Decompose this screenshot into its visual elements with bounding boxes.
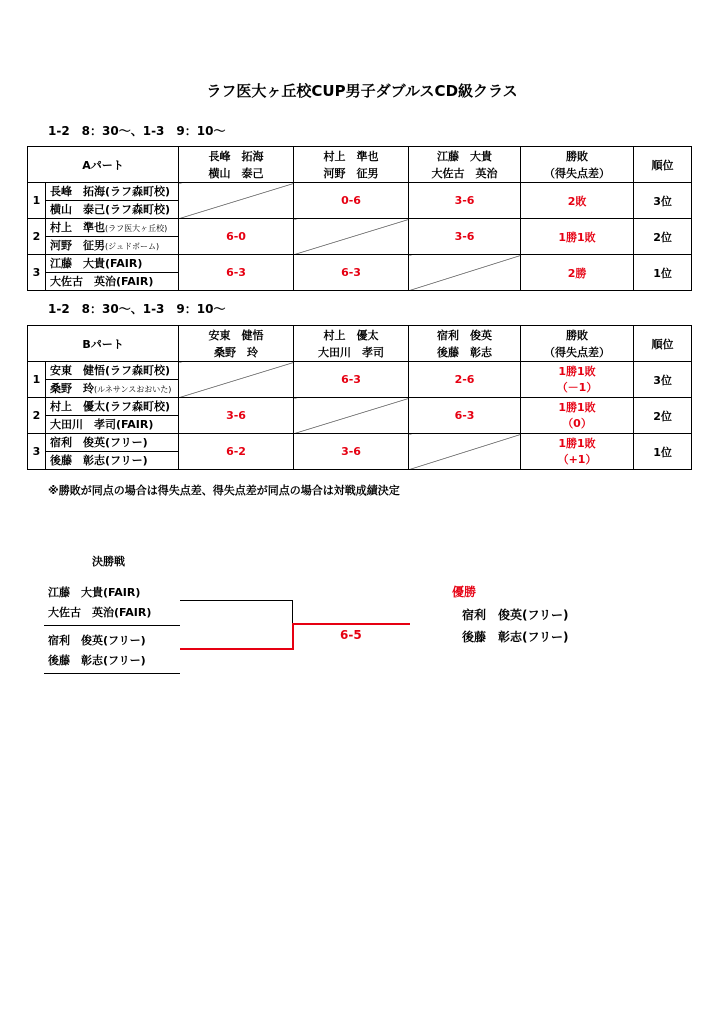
opponent-header: 宿利 俊英 後藤 彰志 bbox=[409, 326, 521, 362]
rank-header: 順位 bbox=[634, 326, 692, 362]
part-b-time: 1-2 8：30～、1-3 9：10～ bbox=[48, 302, 226, 316]
rank-cell: 2位 bbox=[634, 398, 692, 434]
final-label: 決勝戦 bbox=[92, 555, 125, 568]
win-loss-cell: 1勝1敗 （+1） bbox=[521, 434, 634, 470]
score-cell: 6-2 bbox=[179, 434, 294, 470]
page-title: ラフ医大ヶ丘校CUP男子ダブルスCD級クラス bbox=[206, 82, 518, 100]
self-cell bbox=[409, 434, 521, 470]
final-score: 6-5 bbox=[340, 628, 362, 642]
opponent-header: 村上 準也 河野 征男 bbox=[294, 147, 409, 183]
winner-label: 優勝 bbox=[452, 585, 477, 599]
part-a-time: 1-2 8：30～、1-3 9：10～ bbox=[48, 124, 226, 138]
opponent-header: 安東 健悟 桑野 玲 bbox=[179, 326, 294, 362]
score-cell: 6-3 bbox=[409, 398, 521, 434]
league-table-a bbox=[27, 146, 692, 291]
self-cell bbox=[294, 219, 409, 255]
opponent-header: 長峰 拓海 横山 泰己 bbox=[179, 147, 294, 183]
player-pair: 安東 健悟(ラフ森町校) 桑野 玲(ルネサンスおおいた) bbox=[46, 362, 179, 398]
win-loss-cell: 2勝 bbox=[521, 255, 634, 291]
win-loss-cell: 1勝1敗 （－1） bbox=[521, 362, 634, 398]
score-cell: 6-0 bbox=[179, 219, 294, 255]
bracket-line bbox=[180, 600, 293, 601]
win-loss-cell: 1勝1敗 bbox=[521, 219, 634, 255]
bracket-line bbox=[44, 625, 180, 626]
tiebreak-note: ※勝敗が同点の場合は得失点差、得失点差が同点の場合は対戦成績決定 bbox=[48, 484, 400, 497]
rank-cell: 1位 bbox=[634, 255, 692, 291]
winner-bracket-line bbox=[180, 648, 293, 650]
final-team2-player1: 宿利 俊英(フリー) bbox=[48, 634, 146, 647]
score-cell: 3-6 bbox=[409, 219, 521, 255]
table-row: 1 安東 健悟(ラフ森町校) 桑野 玲(ルネサンスおおいた) 6-3 2-6 1勝1敗 （－1） 3位 bbox=[28, 362, 692, 398]
bracket-line bbox=[44, 673, 180, 674]
final-team1-player2: 大佐古 英治(FAIR) bbox=[48, 606, 152, 619]
score-cell: 6-3 bbox=[294, 255, 409, 291]
league-table-b bbox=[27, 325, 692, 470]
table-row: 2 村上 準也(ラフ医大ヶ丘校) 河野 征男(ジュドボーム) 6-0 3-6 1勝1敗 2位 bbox=[28, 219, 692, 255]
rank-cell: 2位 bbox=[634, 219, 692, 255]
win-loss-header: 勝敗 （得失点差） bbox=[521, 147, 634, 183]
part-name: Bパート bbox=[28, 326, 179, 362]
table-row: 3 宿利 俊英(フリー) 後藤 彰志(フリー) 6-2 3-6 1勝1敗 （+1） 1位 bbox=[28, 434, 692, 470]
win-loss-header: 勝敗 （得失点差） bbox=[521, 326, 634, 362]
score-cell: 0-6 bbox=[294, 183, 409, 219]
winner-bracket-line bbox=[292, 623, 410, 625]
opponent-header: 江藤 大貴 大佐古 英治 bbox=[409, 147, 521, 183]
self-cell bbox=[294, 398, 409, 434]
score-cell: 2-6 bbox=[409, 362, 521, 398]
win-loss-cell: 2敗 bbox=[521, 183, 634, 219]
rank-cell: 3位 bbox=[634, 183, 692, 219]
rank-cell: 1位 bbox=[634, 434, 692, 470]
score-cell: 6-3 bbox=[294, 362, 409, 398]
player-pair: 村上 優太(ラフ森町校) 大田川 孝司(FAIR) bbox=[46, 398, 179, 434]
player-pair: 宿利 俊英(フリー) 後藤 彰志(フリー) bbox=[46, 434, 179, 470]
rank-cell: 3位 bbox=[634, 362, 692, 398]
winner-bracket-line bbox=[292, 624, 294, 650]
winner-player1: 宿利 俊英(フリー) bbox=[462, 608, 569, 622]
player-pair: 江藤 大貴(FAIR) 大佐古 英治(FAIR) bbox=[46, 255, 179, 291]
final-team1-player1: 江藤 大貴(FAIR) bbox=[48, 586, 141, 599]
player-pair: 村上 準也(ラフ医大ヶ丘校) 河野 征男(ジュドボーム) bbox=[46, 219, 179, 255]
self-cell bbox=[409, 255, 521, 291]
score-cell: 6-3 bbox=[179, 255, 294, 291]
score-cell: 3-6 bbox=[409, 183, 521, 219]
score-cell: 3-6 bbox=[179, 398, 294, 434]
part-name: Aパート bbox=[28, 147, 179, 183]
self-cell bbox=[179, 362, 294, 398]
self-cell bbox=[179, 183, 294, 219]
table-row: 1 長峰 拓海(ラフ森町校) 横山 泰己(ラフ森町校) 0-6 3-6 2敗 3位 bbox=[28, 183, 692, 219]
bracket-line bbox=[292, 600, 293, 624]
win-loss-cell: 1勝1敗 （0） bbox=[521, 398, 634, 434]
final-team2-player2: 後藤 彰志(フリー) bbox=[48, 654, 146, 667]
table-row: 3 江藤 大貴(FAIR) 大佐古 英治(FAIR) 6-3 6-3 2勝 1位 bbox=[28, 255, 692, 291]
winner-player2: 後藤 彰志(フリー) bbox=[462, 630, 569, 644]
player-pair: 長峰 拓海(ラフ森町校) 横山 泰己(ラフ森町校) bbox=[46, 183, 179, 219]
score-cell: 3-6 bbox=[294, 434, 409, 470]
rank-header: 順位 bbox=[634, 147, 692, 183]
opponent-header: 村上 優太 大田川 孝司 bbox=[294, 326, 409, 362]
table-row: 2 村上 優太(ラフ森町校) 大田川 孝司(FAIR) 3-6 6-3 1勝1敗 （0） 2位 bbox=[28, 398, 692, 434]
